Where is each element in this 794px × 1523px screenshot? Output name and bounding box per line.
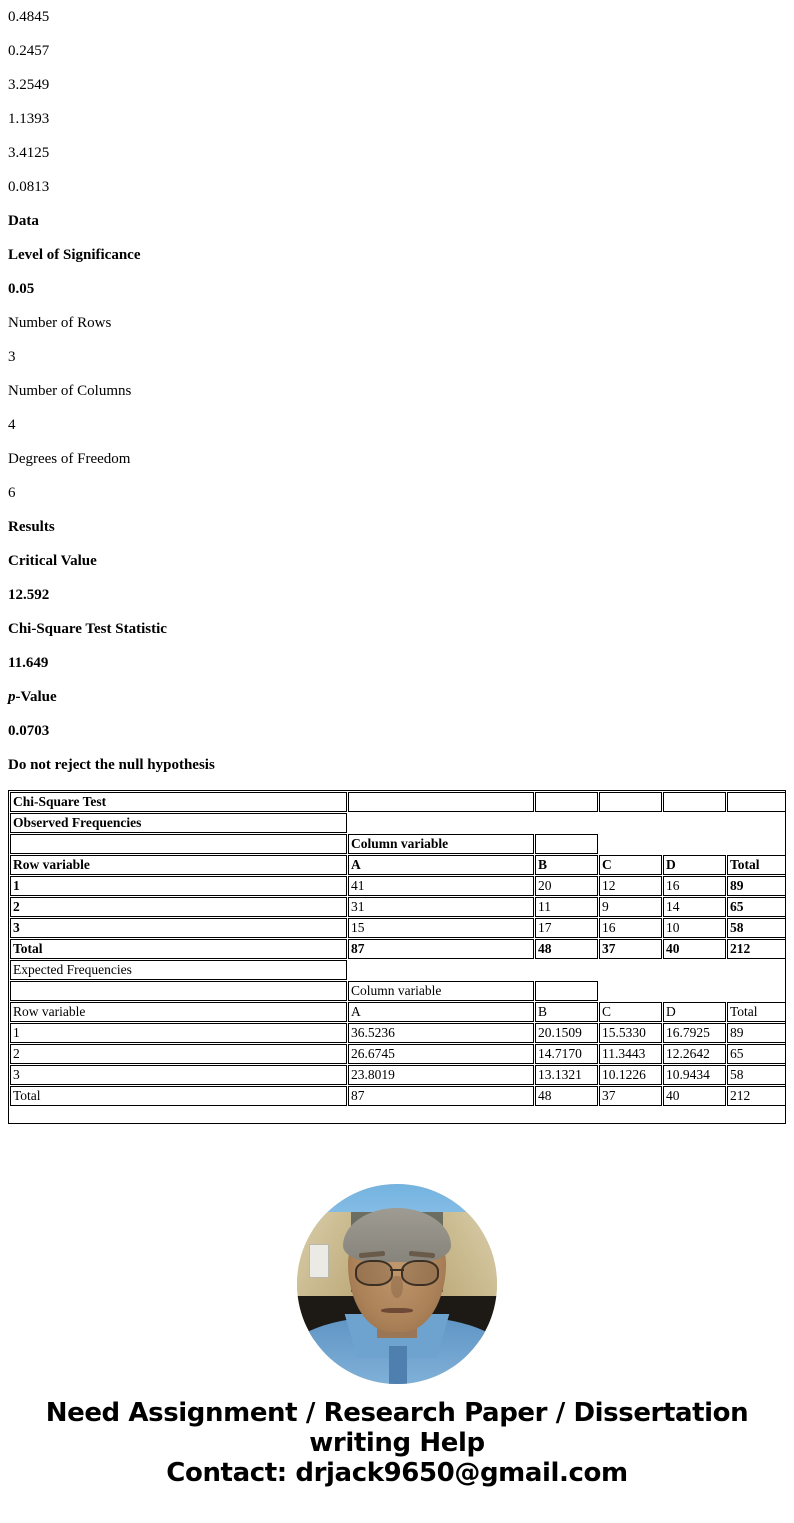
table-cell bbox=[599, 960, 662, 980]
table-cell: 12.2642 bbox=[663, 1044, 726, 1064]
output-line: 11.649 bbox=[8, 655, 49, 671]
table-row bbox=[10, 813, 786, 833]
output-line: Number of Columns bbox=[8, 383, 132, 399]
table-cell: 16.7925 bbox=[663, 1023, 726, 1043]
table-cell: D bbox=[663, 855, 726, 875]
table-cell: 3 bbox=[10, 1065, 347, 1085]
table-cell: 10.1226 bbox=[599, 1065, 662, 1085]
table-cell: Observed Frequencies bbox=[10, 813, 347, 833]
table-cell: 10.9434 bbox=[663, 1065, 726, 1085]
table-row bbox=[10, 792, 786, 812]
table-cell: Expected Frequencies bbox=[10, 960, 347, 980]
table-cell: D bbox=[663, 1002, 726, 1022]
table-cell: 15.5330 bbox=[599, 1023, 662, 1043]
table-cell bbox=[535, 981, 598, 1001]
table-cell: 16 bbox=[599, 918, 662, 938]
table-cell: 15 bbox=[348, 918, 534, 938]
table-row bbox=[10, 1002, 786, 1022]
table-cell: 65 bbox=[727, 897, 786, 917]
table-cell bbox=[727, 813, 786, 833]
table-cell: 48 bbox=[535, 1086, 598, 1106]
table-row bbox=[10, 834, 786, 854]
output-line: 0.4845 bbox=[8, 9, 50, 25]
table-cell: 2 bbox=[10, 1044, 347, 1064]
table-cell: Row variable bbox=[10, 1002, 347, 1022]
table-cell: Total bbox=[10, 939, 347, 959]
table-cell bbox=[599, 981, 662, 1001]
promo-contact-block bbox=[0, 1398, 794, 1488]
table-row bbox=[10, 939, 786, 959]
output-line: 0.0703 bbox=[8, 723, 50, 739]
table-cell: 48 bbox=[535, 939, 598, 959]
table-cell: 26.6745 bbox=[348, 1044, 534, 1064]
promo-line-1: Need Assignment / Research Paper / Dissertation bbox=[45, 1398, 749, 1428]
output-line: Data bbox=[8, 213, 39, 229]
table-cell bbox=[727, 981, 786, 1001]
table-cell bbox=[727, 960, 786, 980]
table-cell: Chi-Square Test bbox=[10, 792, 347, 812]
table-cell: C bbox=[599, 1002, 662, 1022]
output-line: 12.592 bbox=[8, 587, 50, 603]
author-portrait-area bbox=[0, 1135, 794, 1380]
table-cell bbox=[535, 813, 598, 833]
table-cell bbox=[10, 834, 347, 854]
table-row bbox=[10, 1044, 786, 1064]
table-cell: 65 bbox=[727, 1044, 786, 1064]
promo-line-3: Contact: drjack9650@gmail.com bbox=[166, 1458, 628, 1488]
output-line: Level of Significance bbox=[8, 247, 141, 263]
output-line-italic-symbol: p bbox=[8, 689, 16, 705]
table-cell bbox=[663, 834, 726, 854]
table-cell bbox=[663, 813, 726, 833]
table-cell bbox=[599, 792, 662, 812]
table-cell: 14.7170 bbox=[535, 1044, 598, 1064]
table-cell: 58 bbox=[727, 1065, 786, 1085]
table-cell: Row variable bbox=[10, 855, 347, 875]
table-row bbox=[10, 960, 786, 980]
output-line: Chi-Square Test Statistic bbox=[8, 621, 167, 637]
table-cell: 20.1509 bbox=[535, 1023, 598, 1043]
portrait-nose bbox=[391, 1276, 403, 1298]
table-cell bbox=[727, 834, 786, 854]
table-cell: Total bbox=[10, 1086, 347, 1106]
table-cell: Column variable bbox=[348, 834, 534, 854]
portrait-mouth bbox=[381, 1308, 413, 1313]
table-cell bbox=[348, 792, 534, 812]
table-row bbox=[10, 1086, 786, 1106]
table-cell bbox=[348, 960, 534, 980]
table-cell: 16 bbox=[663, 876, 726, 896]
table-cell: 11 bbox=[535, 897, 598, 917]
portrait-glasses-lens-right bbox=[401, 1260, 439, 1286]
table-row bbox=[10, 897, 786, 917]
table-cell: 14 bbox=[663, 897, 726, 917]
output-line: Do not reject the null hypothesis bbox=[8, 757, 215, 773]
table-cell: 11.3443 bbox=[599, 1044, 662, 1064]
table-cell: Column variable bbox=[348, 981, 534, 1001]
table-cell bbox=[663, 792, 726, 812]
table-cell: 87 bbox=[348, 939, 534, 959]
output-line: 1.1393 bbox=[8, 111, 50, 127]
table-row bbox=[10, 876, 786, 896]
table-row bbox=[10, 981, 786, 1001]
promo-line-2: writing Help bbox=[309, 1428, 485, 1458]
output-line: 3.2549 bbox=[8, 77, 50, 93]
table-cell: 89 bbox=[727, 876, 786, 896]
output-line: Number of Rows bbox=[8, 315, 112, 331]
output-line: 0.05 bbox=[8, 281, 35, 297]
portrait-wall-switch bbox=[309, 1244, 329, 1278]
table-cell: 1 bbox=[10, 876, 347, 896]
table-cell: 23.8019 bbox=[348, 1065, 534, 1085]
table-cell bbox=[535, 834, 598, 854]
output-line: Critical Value bbox=[8, 553, 97, 569]
output-line-text: -Value bbox=[15, 689, 57, 705]
table-cell: 58 bbox=[727, 918, 786, 938]
output-line: Results bbox=[8, 519, 55, 535]
table-cell: 37 bbox=[599, 939, 662, 959]
table-row bbox=[10, 918, 786, 938]
table-cell: 31 bbox=[348, 897, 534, 917]
output-line: 0.2457 bbox=[8, 43, 50, 59]
table-cell: 212 bbox=[727, 1086, 786, 1106]
table-cell: 89 bbox=[727, 1023, 786, 1043]
table-cell bbox=[535, 792, 598, 812]
table-cell: 87 bbox=[348, 1086, 534, 1106]
table-cell: B bbox=[535, 1002, 598, 1022]
table-cell bbox=[10, 981, 347, 1001]
output-line: Degrees of Freedom bbox=[8, 451, 131, 467]
table-cell: Total bbox=[727, 1002, 786, 1022]
chi-square-spreadsheet-panel bbox=[8, 790, 786, 1124]
table-cell bbox=[348, 813, 534, 833]
output-line: 0.0813 bbox=[8, 179, 50, 195]
table-cell: 9 bbox=[599, 897, 662, 917]
chi-square-spreadsheet-table bbox=[9, 791, 786, 1107]
table-cell: 37 bbox=[599, 1086, 662, 1106]
table-row bbox=[10, 1065, 786, 1085]
table-cell: 41 bbox=[348, 876, 534, 896]
table-cell: 20 bbox=[535, 876, 598, 896]
author-portrait-avatar bbox=[297, 1184, 497, 1384]
table-cell bbox=[599, 834, 662, 854]
output-line: 3.4125 bbox=[8, 145, 50, 161]
table-cell: 40 bbox=[663, 939, 726, 959]
table-cell: A bbox=[348, 1002, 534, 1022]
table-cell: 10 bbox=[663, 918, 726, 938]
table-cell bbox=[663, 981, 726, 1001]
table-cell bbox=[663, 960, 726, 980]
table-cell: Total bbox=[727, 855, 786, 875]
table-cell: 12 bbox=[599, 876, 662, 896]
table-cell bbox=[535, 960, 598, 980]
table-row bbox=[10, 1023, 786, 1043]
table-cell bbox=[599, 813, 662, 833]
table-cell: 3 bbox=[10, 918, 347, 938]
output-line: 6 bbox=[8, 485, 16, 501]
table-row bbox=[10, 855, 786, 875]
portrait-glasses-lens-left bbox=[355, 1260, 393, 1286]
portrait-tie bbox=[389, 1346, 407, 1384]
table-cell: C bbox=[599, 855, 662, 875]
portrait-glasses-bridge bbox=[390, 1269, 404, 1271]
table-cell: 40 bbox=[663, 1086, 726, 1106]
table-cell: 212 bbox=[727, 939, 786, 959]
table-cell: 13.1321 bbox=[535, 1065, 598, 1085]
table-cell: A bbox=[348, 855, 534, 875]
output-line bbox=[0, 680, 794, 714]
table-cell bbox=[727, 792, 786, 812]
table-cell: 17 bbox=[535, 918, 598, 938]
output-line: 4 bbox=[8, 417, 16, 433]
table-cell: 2 bbox=[10, 897, 347, 917]
table-cell: 36.5236 bbox=[348, 1023, 534, 1043]
table-cell: 1 bbox=[10, 1023, 347, 1043]
output-line: 3 bbox=[8, 349, 16, 365]
table-cell: B bbox=[535, 855, 598, 875]
